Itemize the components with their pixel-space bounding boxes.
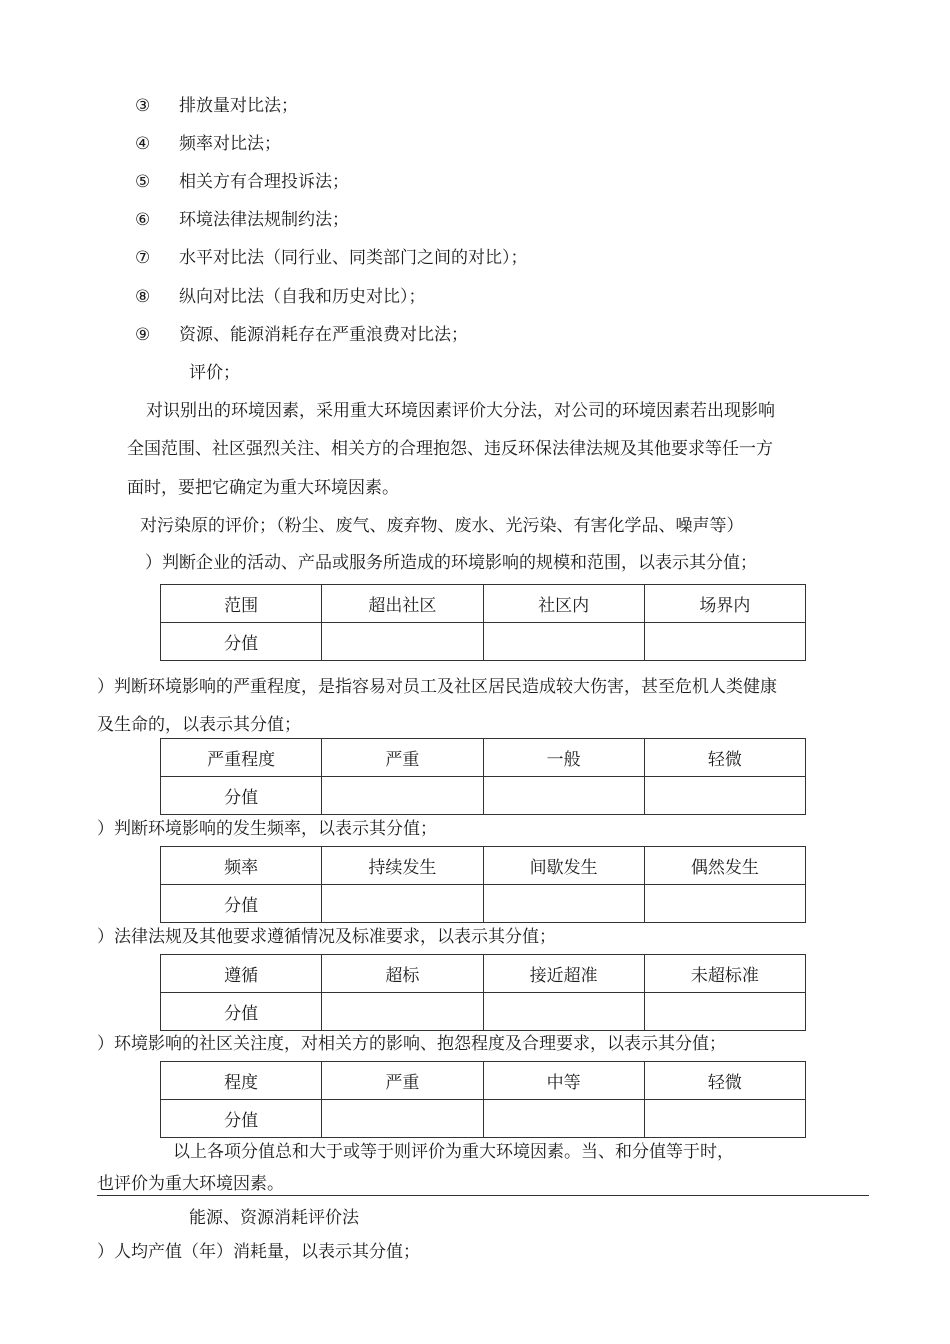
intro-para-line: 全国范围、社区强烈关注、相关方的合理抱怨、违反环保法律法规及其他要求等任一方 (127, 439, 773, 459)
scope-table (160, 584, 806, 661)
table-header-row (161, 847, 806, 885)
score-label-cell: 分值 (161, 777, 322, 815)
table-header-row (161, 1062, 806, 1100)
score-cell (483, 885, 644, 923)
table-row (161, 993, 806, 1031)
score-cell (483, 1100, 644, 1138)
header-cell: 超出社区 (322, 585, 483, 623)
table-row (161, 777, 806, 815)
score-label-cell: 分值 (161, 1100, 322, 1138)
item-text: 资源、能源消耗存在严重浪费对比法； (179, 325, 468, 345)
energy-heading: 能源、资源消耗评价法 (189, 1208, 359, 1228)
item-number: ④ (135, 134, 151, 154)
item-text: 排放量对比法； (179, 96, 298, 116)
method-item-5 (135, 170, 349, 194)
table-row (161, 1100, 806, 1138)
intro-para-line: 对识别出的环境因素，采用重大环境因素评价大分法，对公司的环境因素若出现影响 (146, 401, 775, 421)
table-row (161, 885, 806, 923)
method-item-8 (135, 285, 426, 309)
item-number: ⑨ (135, 325, 151, 345)
criterion-text: ）法律法规及其他要求遵循情况及标准要求，以表示其分值； (97, 927, 556, 947)
method-item-3 (135, 94, 298, 118)
header-cell: 范围 (161, 585, 322, 623)
header-cell: 严重 (322, 739, 483, 777)
score-cell (322, 1100, 483, 1138)
header-cell: 场界内 (644, 585, 805, 623)
criterion-text: ）判断环境影响的严重程度，是指容易对员工及社区居民造成较大伤害，甚至危机人类健康 (97, 677, 777, 697)
method-item-6 (135, 208, 349, 232)
criterion-text: ）判断企业的活动、产品或服务所造成的环境影响的规模和范围，以表示其分值； (145, 553, 757, 573)
table-row (161, 623, 806, 661)
header-cell: 超标 (322, 955, 483, 993)
header-cell: 未超标准 (644, 955, 805, 993)
item-number: ③ (135, 96, 151, 116)
method-item-4 (135, 132, 281, 156)
method-item-7 (135, 246, 528, 270)
frequency-table (160, 846, 806, 923)
header-cell: 频率 (161, 847, 322, 885)
item-number: ⑤ (135, 172, 151, 192)
score-cell (483, 993, 644, 1031)
table-header-row (161, 739, 806, 777)
score-cell (322, 993, 483, 1031)
score-cell (322, 777, 483, 815)
score-cell (644, 777, 805, 815)
severity-table (160, 738, 806, 815)
table-header-row (161, 955, 806, 993)
score-cell (322, 885, 483, 923)
energy-item: ）人均产值（年）消耗量，以表示其分值； (97, 1242, 420, 1262)
method-item-9 (135, 323, 468, 347)
divider (97, 1195, 869, 1196)
score-label-cell: 分值 (161, 623, 322, 661)
header-cell: 一般 (483, 739, 644, 777)
item-text: 频率对比法； (179, 134, 281, 154)
header-cell: 偶然发生 (644, 847, 805, 885)
summary-line: 以上各项分值总和大于或等于则评价为重大环境因素。当、和分值等于时， (173, 1142, 734, 1162)
item-text: 纵向对比法（自我和历史对比）； (179, 287, 426, 307)
header-cell: 轻微 (644, 1062, 805, 1100)
table-header-row (161, 585, 806, 623)
score-cell (483, 777, 644, 815)
header-cell: 遵循 (161, 955, 322, 993)
criterion-text: ）环境影响的社区关注度，对相关方的影响、抱怨程度及合理要求，以表示其分值； (97, 1034, 726, 1054)
intro-para-line: 面时，要把它确定为重大环境因素。 (127, 478, 399, 498)
pollution-heading: 对污染原的评价；（粉尘、废气、废弃物、废水、光污染、有害化学品、噪声等） (140, 516, 744, 536)
header-cell: 接近超准 (483, 955, 644, 993)
header-cell: 轻微 (644, 739, 805, 777)
header-cell: 严重 (322, 1062, 483, 1100)
criterion-text: 及生命的，以表示其分值； (97, 715, 301, 735)
score-cell (483, 623, 644, 661)
item-number: ⑧ (135, 287, 151, 307)
score-label-cell: 分值 (161, 885, 322, 923)
compliance-table (160, 954, 806, 1031)
header-cell: 中等 (483, 1062, 644, 1100)
score-cell (322, 623, 483, 661)
header-cell: 社区内 (483, 585, 644, 623)
item-text: 相关方有合理投诉法； (179, 172, 349, 192)
header-cell: 持续发生 (322, 847, 483, 885)
item-number: ⑦ (135, 248, 151, 268)
item-number: ⑥ (135, 210, 151, 230)
score-cell (644, 1100, 805, 1138)
item-text: 水平对比法（同行业、同类部门之间的对比）； (179, 248, 528, 268)
score-label-cell: 分值 (161, 993, 322, 1031)
header-cell: 程度 (161, 1062, 322, 1100)
summary-line: 也评价为重大环境因素。 (97, 1174, 284, 1194)
score-cell (644, 993, 805, 1031)
item-text: 环境法律法规制约法； (179, 210, 349, 230)
score-cell (644, 885, 805, 923)
evaluation-heading: 评价； (189, 363, 240, 383)
header-cell: 严重程度 (161, 739, 322, 777)
criterion-text: ）判断环境影响的发生频率，以表示其分值； (97, 819, 437, 839)
header-cell: 间歇发生 (483, 847, 644, 885)
score-cell (644, 623, 805, 661)
concern-table (160, 1061, 806, 1138)
